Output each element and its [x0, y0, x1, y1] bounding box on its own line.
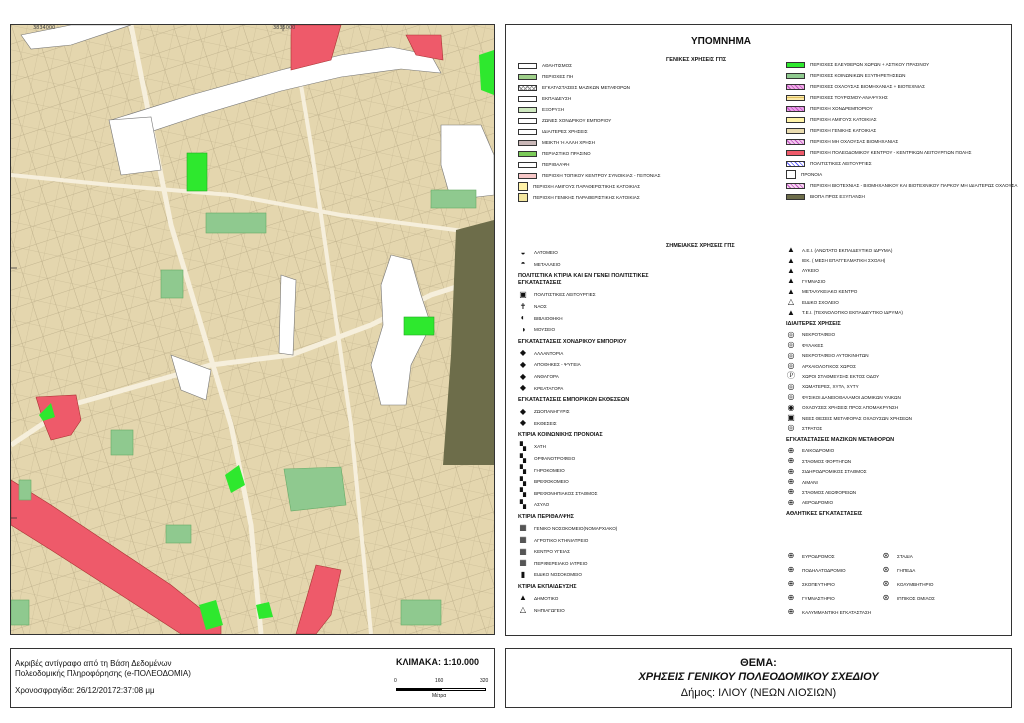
legend-swatch — [786, 194, 805, 200]
map-canvas[interactable] — [10, 24, 495, 635]
legend-item — [786, 413, 1006, 423]
legend-section: ΚΤΙΡΙΑ ΚΟΙΝΩΝΙΚΗΣ ΠΡΟΝΟΙΑΣ — [518, 432, 603, 439]
legend-item — [786, 297, 1006, 307]
legend-symbol-icon: ◆ — [519, 359, 527, 369]
legend-symbol-icon: ◎ — [787, 423, 795, 433]
legend-label: ΒΡΕΦΟΚΟΜΕΙΟ — [534, 479, 569, 485]
legend-symbol-icon: ⊕ — [787, 466, 795, 476]
legend-item — [518, 312, 768, 324]
legend-section-general: ΓΕΝΙΚΕΣ ΧΡΗΣΕΙΣ ΓΠΣ — [666, 57, 727, 63]
legend-symbol-icon: ◆ — [519, 348, 527, 358]
legend-symbol-icon: ▲ — [787, 307, 795, 317]
legend-swatch — [518, 74, 537, 80]
legend-sports-left — [786, 549, 896, 619]
legend-item — [786, 245, 1006, 255]
legend-label: ΓΗΠΕΔΑ — [897, 567, 916, 573]
legend-label: ΦΥΛΑΚΕΣ — [802, 342, 824, 348]
legend-label: ΠΕΡΙΟΧΕΣ ΚΟΙΝΩΝΙΚΩΝ ΕΞΥΠΗΡΕΤΗΣΕΩΝ — [810, 73, 906, 78]
legend-item — [518, 159, 768, 170]
legend-item — [786, 371, 1006, 381]
legend-item — [518, 534, 768, 546]
legend-item — [518, 192, 768, 203]
legend-symbol-icon: ⊕ — [787, 497, 795, 507]
legend-label: ΑΕΡΟΔΡΟΜΙΟ — [802, 500, 834, 506]
legend-label: ΕΞΟΡΥΞΗ — [542, 107, 565, 112]
legend-symbol-icon: ✝ — [519, 301, 527, 311]
legend-label: ΚΡΕΑΤΑΓΟΡΑ — [534, 385, 564, 391]
legend-item — [786, 340, 1006, 350]
legend-swatch — [786, 106, 805, 112]
legend-item — [786, 487, 1006, 497]
scale-bar — [394, 678, 491, 699]
legend-item — [881, 549, 991, 563]
legend-label: ΣΤΑΔΙΑ — [897, 553, 913, 559]
legend-symbol-icon: ▚ — [519, 488, 527, 498]
legend-label: ΝΕΚΡΟΤΑΦΕΙΟ ΑΥΤΟΚΙΝΗΤΩΝ — [802, 353, 869, 359]
legend-item — [786, 255, 1006, 265]
legend-label: ΠΕΡΙΟΧΗ ΑΜΙΓΟΥΣ ΠΑΡΑΘΕΡΙΣΤΙΚΗΣ ΚΑΤΟΙΚΙΑΣ — [533, 184, 641, 189]
scale-tick: 0 — [394, 678, 397, 684]
legend-symbol-icon: ⊛ — [882, 579, 890, 588]
municipality: Δήμος: ΙΛΙΟΥ (ΝΕΩΝ ΛΙΟΣΙΩΝ) — [680, 687, 837, 699]
legend-label: ΜΕΙΚΤΗ Ή ΑΛΛΗ ΧΡΗΣΗ — [542, 140, 595, 145]
legend-item — [518, 523, 768, 535]
legend-item — [518, 359, 768, 371]
legend-symbol-icon: ⊕ — [787, 593, 795, 602]
legend-symbol-icon: ▦ — [519, 535, 527, 545]
legend-swatch — [786, 183, 805, 189]
legend-symbol-icon: ▲ — [519, 593, 527, 603]
legend-label: ΖΩΝΕΣ ΧΟΝΔΡΙΚΟΥ ΕΜΠΟΡΙΟΥ — [542, 118, 612, 123]
scale-label: ΚΛΙΜΑΚΑ: 1:10.000 — [396, 657, 480, 667]
legend-label: ΕΥΡΟΔΡΟΜΟΣ — [802, 553, 835, 559]
legend-label: ΠΟΛΙΤΙΣΤΙΚΕΣ ΛΕΙΤΟΥΡΓΙΕΣ — [534, 292, 596, 298]
legend-label: ΚΕΝΤΡΟ ΥΓΕΙΑΣ — [534, 549, 570, 555]
legend-label: ΟΡΦΑΝΟΤΡΟΦΕΙΟ — [534, 456, 576, 462]
legend-swatch — [518, 173, 537, 179]
legend-item — [786, 59, 1006, 70]
legend-symbol-icon: ◆ — [519, 418, 527, 428]
legend-item — [518, 170, 768, 181]
legend-item — [786, 563, 896, 577]
legend-symbol-icon: ⊛ — [882, 593, 890, 602]
legend-symbol-icon: ▮ — [520, 569, 526, 579]
legend-symbol-icon: ⊕ — [787, 456, 795, 466]
legend-item — [786, 103, 1006, 114]
legend-item — [518, 593, 768, 605]
legend-label: ΓΥΜΝΑΣΙΟ — [802, 278, 826, 284]
legend-label: ΦΥΣΙΚΟΙ ΔΑΝΕΙΟΘΑΛΑΜΟΙ ΔΟΜΙΚΩΝ ΥΛΙΚΩΝ — [802, 394, 901, 400]
legend-label: ΕΓΚΑΤΑΣΤΑΣΕΙΣ ΜΑΖΙΚΩΝ ΜΕΤΑΦΟΡΩΝ — [542, 85, 630, 90]
legend-symbol-icon: ⊕ — [787, 477, 795, 486]
legend-swatch — [518, 107, 537, 113]
scale-tick: 160 — [435, 678, 444, 684]
legend-symbol-icon: ▚ — [519, 441, 527, 451]
legend-section: ΠΟΛΙΤΙΣΤΙΚΑ ΚΤΙΡΙΑ ΚΑΙ ΕΝ ΓΕΝΕΙ ΠΟΛΙΤΙΣΤΙΚΕΣ ΕΓΚΑΤΑΣΤΑΣΕΙΣ — [518, 273, 649, 287]
legend-section: ΑΘΛΗΤΙΚΕΣ ΕΓΚΑΤΑΣΤΑΣΕΙΣ — [786, 510, 863, 517]
legend-label: ΠΟΛΙΤΙΣΤΙΚΕΣ ΛΕΙΤΟΥΡΓΙΕΣ — [810, 161, 872, 166]
legend-point-right — [786, 245, 1006, 520]
legend-label: ΝΕΕΣ ΘΕΣΕΙΣ ΜΕΤΑΦΟΡΑΣ ΟΧΛΟΥΣΩΝ ΧΡΗΣΕΩΝ — [802, 415, 912, 421]
legend-symbol-icon: ▲ — [787, 276, 795, 286]
legend-symbol-icon: ◎ — [787, 381, 795, 391]
legend-label: ΠΕΡΙΑΣΤΙΚΟ ΠΡΑΣΙΝΟ — [542, 151, 591, 156]
legend-symbol-icon: ⊕ — [787, 445, 795, 455]
legend-label: ΠΕΡΙΘΑΛΨΗ — [542, 162, 570, 167]
legend-swatch — [786, 139, 805, 145]
legend-item — [786, 180, 1018, 191]
legend-swatch — [518, 85, 537, 91]
legend-item — [786, 158, 1006, 169]
legend-label: ΠΕΡΙΟΧΗ ΜΗ ΟΧΛΟΥΣΑΣ ΒΙΟΜΗΧΑΝΙΑΣ — [810, 139, 899, 144]
legend-label: ΧΑΤΗ — [534, 444, 546, 450]
legend-item — [518, 499, 768, 511]
legend-label: ΠΕΡΙΟΧΗ ΒΙΟΤΕΧΝΙΑΣ - ΒΙΟΜΗΧΑΝΙΚΟΥ ΚΑΙ ΒΙΟΤΕΧΝΙΚΟΥ ΠΑΡΚΟΥ ΜΗ ΙΔΙΑΙΤΕΡΩΣ ΟΧΛΟΥΣΑ — [810, 183, 1018, 188]
legend-label: ΑΡΧΑΙΟΛΟΓΙΚΟΣ ΧΩΡΟΣ — [802, 363, 856, 369]
legend-symbol-icon: ▣ — [519, 289, 527, 299]
legend-item — [518, 418, 768, 430]
legend-item — [786, 498, 1006, 508]
legend-symbol-icon: ▣ — [787, 413, 795, 423]
legend-item — [786, 136, 1006, 147]
legend-label: ΕΙΔΙΚΟ ΣΧΟΛΕΙΟ — [802, 299, 839, 305]
legend-symbol-icon: △ — [519, 605, 527, 615]
legend-sports-right — [881, 549, 991, 605]
legend-label: ΑΝΘΑΓΟΡΑ — [534, 374, 559, 380]
scale-unit: Μέτρα — [432, 693, 447, 699]
legend-item — [786, 307, 1006, 317]
legend-section: ΕΓΚΑΤΑΣΤΑΣΕΙΣ ΕΜΠΟΡΙΚΩΝ ΕΚΘΕΣΕΩΝ — [518, 396, 630, 403]
legend-symbol-icon: ▲ — [787, 265, 795, 275]
legend-symbol-icon: ⊕ — [787, 607, 795, 616]
legend-label: ΠΕΡΙΟΧΗ ΧΟΝΔΡΕΜΠΟΡΙΟΥ — [810, 106, 873, 111]
legend-swatch — [786, 161, 805, 167]
legend-label: ΝΑΟΣ — [534, 304, 547, 310]
legend-symbol-icon: ◎ — [787, 340, 795, 350]
legend-item — [786, 456, 1006, 466]
legend-symbol-icon: ⊕ — [787, 579, 795, 588]
legend-item — [786, 351, 1006, 361]
legend-symbol-icon: ▲ — [787, 255, 795, 265]
copy-note-line1: Ακριβές αντίγραφο από τη Βάση Δεδομένων — [15, 659, 172, 668]
legend-label: ΑΘΛΗΤΙΣΜΟΣ — [542, 63, 573, 68]
legend-title: ΥΠΟΜΝΗΜΑ — [691, 36, 751, 47]
grid-label: 3834000 — [33, 25, 56, 31]
legend-swatch — [518, 96, 537, 102]
legend-section: ΕΓΚΑΤΑΣΤΑΣΕΙΣ ΜΑΖΙΚΩΝ ΜΕΤΑΦΟΡΩΝ — [786, 436, 895, 443]
legend-label: ΙΔΙΑΙΤΕΡΕΣ ΧΡΗΣΕΙΣ — [542, 129, 588, 134]
legend-item — [786, 577, 896, 591]
legend-swatch — [518, 118, 537, 124]
legend-symbol-icon: ◎ — [787, 350, 795, 360]
legend-item — [786, 114, 1006, 125]
legend-item — [518, 604, 768, 616]
legend-label: ΚΟΛΥΜΒΗΤΗΡΙΟ — [897, 581, 934, 587]
legend-symbol-icon: ◐ — [520, 313, 526, 323]
legend-label: ΑΠΟΘΗΚΕΣ - ΨΥΓΕΙΑ — [534, 362, 581, 368]
legend-label: ΣΤΡΑΤΟΣ — [802, 425, 823, 431]
legend-swatch — [786, 73, 805, 79]
legend-item — [786, 266, 1006, 276]
legend-item — [518, 406, 768, 418]
legend-item — [786, 92, 1006, 103]
legend-label: ΔΗΜΟΤΙΚΟ — [534, 595, 559, 601]
legend-item — [518, 71, 768, 82]
legend-item — [786, 81, 1006, 92]
legend-symbol-icon: ▦ — [519, 558, 527, 568]
legend-item — [786, 382, 1006, 392]
legend-symbol-icon: ▦ — [519, 546, 527, 556]
legend-label: ΑΛΛΑΝΤΟΡΙΑ — [534, 350, 564, 356]
legend-item — [518, 247, 768, 259]
legend-item — [518, 259, 768, 271]
legend-label: ΚΑΛΥΜΜΑΝΤΙΚΗ ΕΓΚΑΤΑΣΤΑΣΗ — [802, 609, 872, 615]
legend-item — [518, 464, 768, 476]
legend-label: ΠΕΡΙΟΧΗ ΠΟΛΕΟΔΟΜΙΚΟΥ ΚΕΝΤΡΟΥ - ΚΕΝΤΡΙΚΩΝ ΛΕΙΤΟΥΡΓΙΩΝ ΠΟΛΗΣ — [810, 150, 972, 155]
legend-symbol-icon: ▚ — [519, 499, 527, 509]
legend-swatch — [518, 193, 528, 202]
legend-item — [786, 466, 1006, 476]
legend-label: ΑΓΡΟΤΙΚΟ ΚΤΗΝΙΑΤΡΕΙΟ — [534, 537, 589, 543]
legend-label: ΓΗΡΟΚΟΜΕΙΟ — [534, 467, 565, 473]
legend-item — [786, 477, 1006, 487]
legend-item — [881, 577, 991, 591]
legend-symbol-icon: Ⓟ — [787, 371, 795, 381]
legend-item — [518, 371, 768, 383]
legend-label: ΒΙΒΛΙΟΘΗΚΗ — [534, 315, 563, 321]
legend-item — [518, 488, 768, 500]
legend-item — [786, 125, 1006, 136]
legend-item — [786, 276, 1006, 286]
legend-symbol-icon: ▚ — [519, 465, 527, 475]
legend-symbol-icon: ⊕ — [787, 565, 795, 574]
legend-label: ΒΡΕΦΟΝΗΠΙΑΚΟΣ ΣΤΑΘΜΟΣ — [534, 490, 598, 496]
legend-symbol-icon: ◎ — [787, 329, 795, 339]
scale-tick: 320 — [480, 678, 489, 684]
legend-item — [518, 557, 768, 569]
social-services — [206, 213, 266, 233]
legend-swatch — [518, 140, 537, 146]
legend-label: ΠΕΡΙΟΧΕΣ ΠΗ — [542, 74, 574, 79]
legend-label: ΧΩΡΟΙ ΣΤΑΘΜΕΥΣΗΣ ΕΚΤΟΣ ΟΔΟΥ — [802, 373, 880, 379]
legend-label: ΕΙΔΙΚΟ ΝΟΣΟΚΟΜΕΙΟ — [534, 572, 582, 578]
legend-symbol-icon: ▦ — [519, 523, 527, 533]
legend-item — [518, 93, 768, 104]
copy-note-line2: Πολεοδομικής Πληροφόρησης (e-ΠΟΛΕΟΔΟΜΙΑ) — [15, 669, 191, 678]
legend-label: ΙΕΚ. ( ΜΕΣΗ ΕΠΑΓΓΕΛΜΑΤΙΚΗ ΣΧΟΛΗ) — [802, 258, 886, 264]
legend-label: ΣΙΔΗΡΟΔΡΟΜΙΚΟΣ ΣΤΑΘΜΟΣ — [802, 469, 867, 475]
legend-label: ΟΧΛΟΥΣΕΣ ΧΡΗΣΕΙΣ ΠΡΟΣ ΑΠΟΜΑΚΡΥΝΣΗ — [802, 405, 899, 411]
legend-symbol-icon: ⊛ — [882, 551, 890, 560]
legend-symbol-icon: ▲ — [787, 286, 795, 296]
legend-label: ΠΡΟΝΟΙΑ — [801, 172, 823, 177]
legend-label: ΛΑΤΟΜΕΙΟ — [534, 250, 558, 256]
legend-symbol-icon: ◆ — [519, 371, 527, 381]
legend-section: ΕΓΚΑΤΑΣΤΑΣΕΙΣ ΧΟΝΔΡΙΚΟΥ ΕΜΠΟΡΙΟΥ — [518, 338, 627, 345]
legend-label: Τ.Ε.Ι. (ΤΕΧΝΟΛΟΓΙΚΟ ΕΚΠΑΙΔΕΥΤΙΚΟ ΙΔΡΥΜΑ) — [802, 310, 903, 316]
grid-label: 3835000 — [273, 25, 296, 31]
legend-label: ΣΚΟΠΕΥΤΗΡΙΟ — [802, 581, 835, 587]
timestamp: Χρονοσφραγίδα: 26/12/20172:37:08 μμ — [15, 686, 155, 695]
legend-item — [518, 137, 768, 148]
legend-item — [786, 402, 1006, 412]
legend-label: ΠΕΡΙΟΧΕΣ ΟΧΛΟΥΣΑΣ ΒΙΟΜΗΧΑΝΙΑΣ + ΒΙΟΤΕΧΝΙΑΣ — [810, 84, 925, 89]
legend-label: ΛΥΚΕΙΟ — [802, 268, 819, 274]
legend-item — [786, 361, 1006, 371]
legend-point-left — [518, 247, 768, 616]
legend-swatch — [518, 129, 537, 135]
legend-swatch — [786, 128, 805, 134]
legend-item — [786, 287, 1006, 297]
legend-item — [786, 191, 1006, 202]
legend-label: Α.Ε.Ι. (ΑΝΩΤΑΤΟ ΕΚΠΑΙΔΕΥΤΙΚΟ ΙΔΡΥΜΑ) — [802, 247, 893, 253]
legend-item — [786, 70, 1006, 81]
legend-swatch — [786, 84, 805, 90]
legend-item — [786, 605, 896, 619]
legend-label: ΠΕΡΙΦΕΡΕΙΑΚΟ ΙΑΤΡΕΙΟ — [534, 560, 588, 566]
legend-item — [518, 126, 768, 137]
legend-symbol-icon: ⊕ — [787, 487, 795, 497]
legend-label: ΜΕΤΑΛΛΕΙΟ — [534, 261, 561, 267]
legend-item — [518, 181, 768, 192]
legend-item — [518, 569, 768, 581]
legend-symbol-icon: ▲ — [787, 245, 795, 255]
legend-swatch — [518, 162, 537, 168]
legend-symbol-icon: ◒ — [520, 247, 526, 257]
legend-swatch — [786, 95, 805, 101]
legend-symbol-icon: ◆ — [519, 383, 527, 393]
legend-item — [518, 60, 768, 71]
theme-title: ΧΡΗΣΕΙΣ ΓΕΝΙΚΟΥ ΠΟΛΕΟΔΟΜΙΚΟΥ ΣΧΕΔΙΟΥ — [638, 671, 879, 683]
legend-item — [786, 591, 896, 605]
legend-item — [518, 301, 768, 313]
map-svg — [11, 25, 494, 634]
legend-general-right — [786, 59, 1018, 202]
legend-symbol-icon: ◆ — [519, 406, 527, 416]
legend-item — [786, 392, 1006, 402]
legend-item — [786, 147, 1006, 158]
legend-swatch — [786, 62, 805, 68]
legend-item — [518, 441, 768, 453]
legend-item — [518, 82, 768, 93]
legend-label: ΜΕΤΑΛΥΚΕΙΑΚΟ ΚΕΝΤΡΟ — [802, 289, 858, 295]
legend-item — [518, 324, 768, 336]
legend-section: ΚΤΙΡΙΑ ΕΚΠΑΙΔΕΥΣΗΣ — [518, 583, 577, 590]
legend-label: ΣΤΑΘΜΟΣ ΦΟΡΤΗΓΩΝ — [802, 458, 852, 464]
legend-label: ΠΕΡΙΟΧΗ ΓΕΝΙΚΗΣ ΚΑΤΟΙΚΙΑΣ — [810, 128, 877, 133]
legend-label: ΕΚΠΑΙΔΕΥΣΗ — [542, 96, 572, 101]
legend-section: ΚΤΙΡΙΑ ΠΕΡΙΘΑΛΨΗΣ — [518, 513, 574, 520]
legend-item — [786, 549, 896, 563]
legend-label: ΖΩΟΠΑΝΗΓΥΡΙΣ — [534, 409, 570, 415]
legend-label: ΠΕΡΙΟΧΗ ΑΜΙΓΟΥΣ ΚΑΤΟΙΚΙΑΣ — [810, 117, 877, 122]
legend-item — [518, 148, 768, 159]
legend-label: ΓΕΝΙΚΟ ΝΟΣΟΚΟΜΕΙΟ(ΝΟΜΑΡΧΙΑΚΟ) — [534, 525, 618, 531]
legend-item — [786, 169, 1006, 180]
legend-label: ΒΙΟΠΑ ΠΡΟΣ ΕΞΥΓΙΑΝΣΗ — [810, 194, 865, 199]
legend-item — [786, 423, 1006, 433]
info-box — [10, 648, 495, 708]
legend-section-point: ΣΗΜΕΙΑΚΕΣ ΧΡΗΣΕΙΣ ΓΠΣ — [666, 243, 735, 249]
legend-symbol-icon: ◓ — [520, 259, 526, 269]
legend-symbol-icon: ◉ — [787, 402, 795, 412]
legend-symbol-icon: ◎ — [787, 392, 795, 402]
legend-item — [786, 330, 1006, 340]
legend-symbol-icon: ⊕ — [787, 551, 795, 560]
legend-symbol-icon: ◎ — [787, 361, 795, 371]
legend-item — [518, 476, 768, 488]
legend-item — [518, 348, 768, 360]
legend-label: ΠΕΡΙΟΧΗ ΓΕΝΙΚΗΣ ΠΑΡΑΘΕΡΙΣΤΙΚΗΣ ΚΑΤΟΙΚΙΑΣ — [533, 195, 640, 200]
legend-general-left — [518, 60, 768, 203]
legend-label: ΠΕΡΙΟΧΕΣ ΕΛΕΥΘΕΡΩΝ ΧΩΡΩΝ + ΑΣΤΙΚΟΥ ΠΡΑΣΙΝΟΥ — [810, 62, 930, 67]
legend-swatch — [518, 182, 528, 191]
legend-label: ΜΟΥΣΕΙΟ — [534, 327, 556, 333]
legend-symbol-icon: ◑ — [520, 324, 526, 334]
legend-label: ΝΕΚΡΟΤΑΦΕΙΟ — [802, 332, 836, 338]
legend-label: ΕΛΙΚΟΔΡΟΜΙΟ — [802, 448, 835, 454]
legend-item — [786, 446, 1006, 456]
legend-section: ΙΔΙΑΙΤΕΡΕΣ ΧΡΗΣΕΙΣ — [786, 320, 841, 327]
legend-item — [881, 563, 991, 577]
legend-item — [518, 453, 768, 465]
legend-item — [518, 104, 768, 115]
theme-box — [505, 648, 1012, 708]
legend-label: ΠΕΡΙΟΧΗ ΤΟΠΙΚΟΥ ΚΕΝΤΡΟΥ ΣΥΝΟΙΚΙΑΣ - ΓΕΙΤΟΝΙΑΣ — [542, 173, 661, 178]
green-space — [187, 153, 207, 191]
legend-label: ΓΥΜΝΑΣΤΗΡΙΟ — [802, 595, 835, 601]
legend-item — [518, 289, 768, 301]
legend-symbol-icon: △ — [787, 297, 795, 307]
legend-swatch — [786, 150, 805, 156]
legend-label: ΠΟΔΗΛΑΤΟΔΡΟΜΙΟ — [802, 567, 846, 573]
legend-item — [518, 382, 768, 394]
legend-panel — [505, 24, 1018, 636]
theme-label: ΘΕΜΑ: — [740, 657, 777, 669]
legend-swatch — [786, 170, 796, 179]
legend-swatch — [518, 63, 537, 69]
legend-label: ΠΕΡΙΟΧΕΣ ΤΟΥΡΙΣΜΟΥ-ΑΝΑΨΥΧΗΣ — [810, 95, 888, 100]
legend-swatch — [518, 151, 537, 157]
legend-item — [518, 115, 768, 126]
legend-swatch — [786, 117, 805, 123]
legend-symbol-icon: ▚ — [519, 453, 527, 463]
legend-label: ΝΗΠΙΑΓΩΓΕΙΟ — [534, 607, 565, 613]
legend-symbol-icon: ⊛ — [882, 565, 890, 574]
legend-label: ΙΠΠΙΚΟΣ ΟΜΙΛΟΣ — [897, 595, 935, 601]
legend-symbol-icon: ▚ — [519, 476, 527, 486]
legend-label: ΣΤΑΘΜΟΣ ΛΕΩΦΟΡΕΙΩΝ — [802, 489, 857, 495]
legend-label: ΛΙΜΑΝΙ — [802, 479, 818, 485]
legend-label: ΕΚΘΕΣΕΙΣ — [534, 420, 557, 426]
legend-label: ΑΣΥΛΟ — [534, 502, 550, 508]
legend-label: ΧΩΜΑΤΕΡΕΣ, ΧΥΤΑ, ΧΥΤΥ — [802, 384, 859, 390]
legend-item — [881, 591, 991, 605]
legend-item — [518, 546, 768, 558]
